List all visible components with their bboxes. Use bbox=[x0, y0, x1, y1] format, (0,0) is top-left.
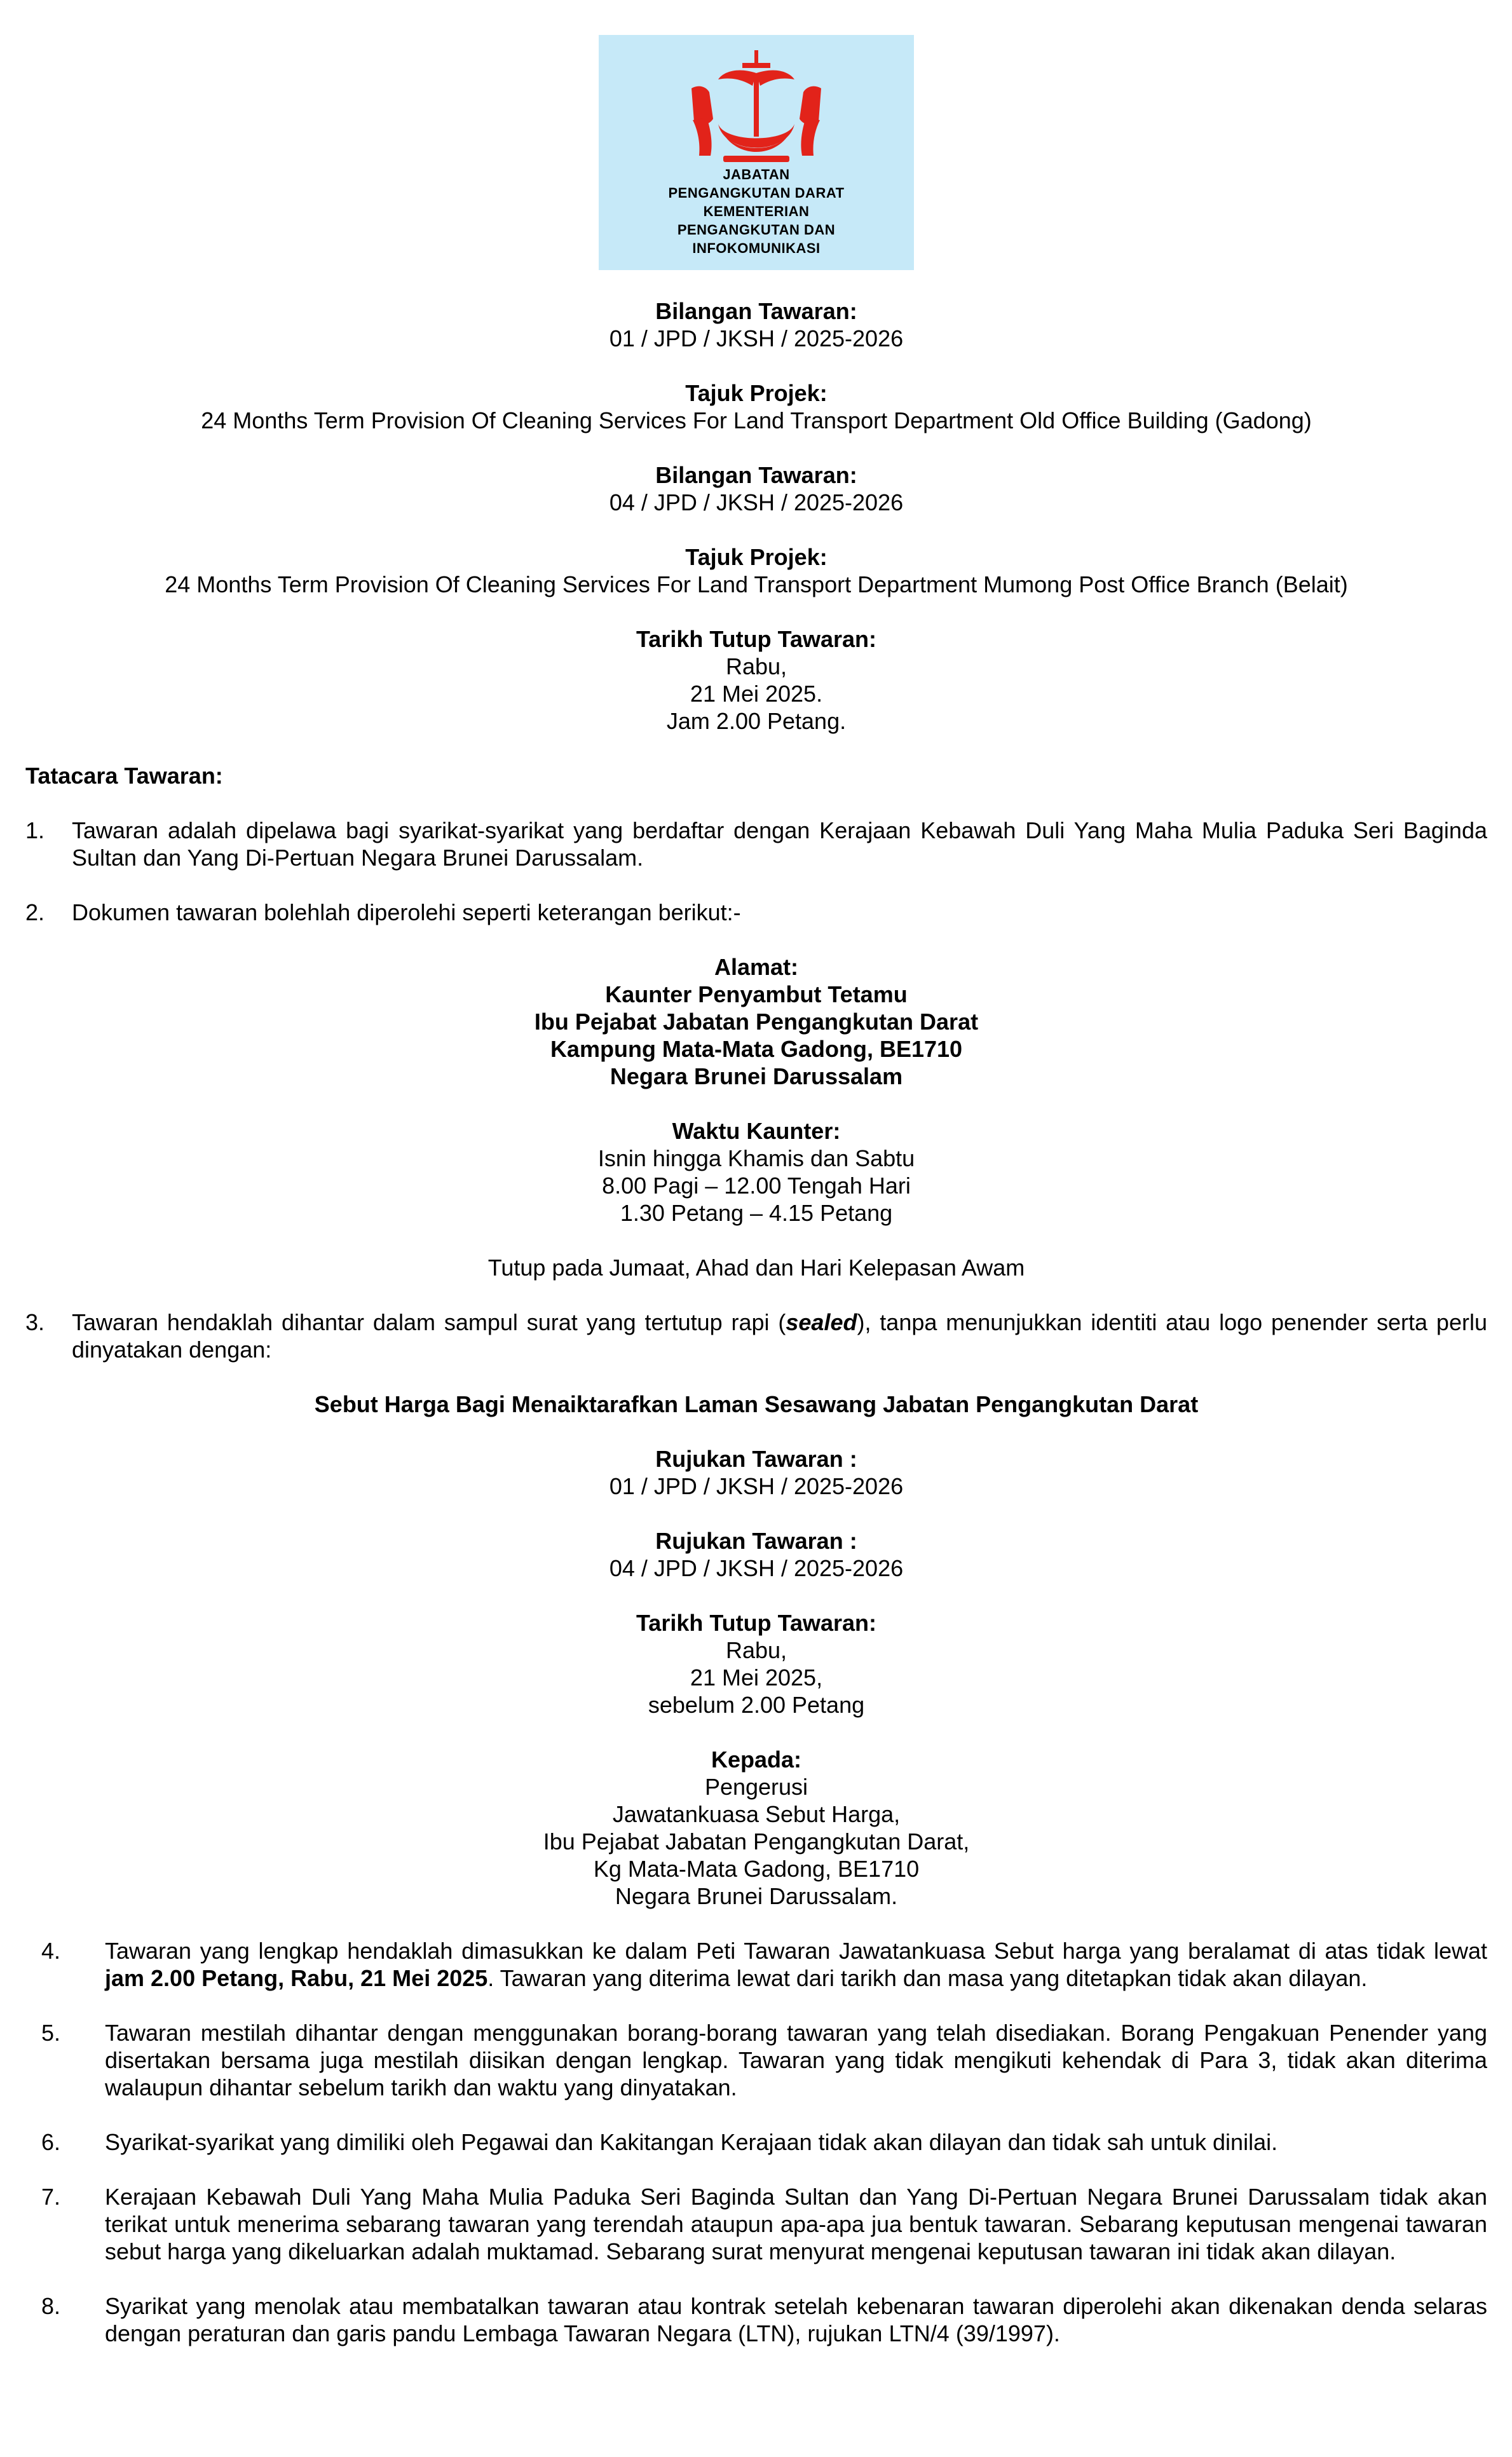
counter-hours-line: 8.00 Pagi – 12.00 Tengah Hari bbox=[602, 1173, 911, 1199]
list-item bbox=[25, 2183, 1487, 2265]
item-number: 4. bbox=[41, 1938, 61, 1964]
brunei-crest-icon bbox=[674, 48, 839, 168]
reference-number: 01 / JPD / JKSH / 2025-2026 bbox=[609, 1473, 904, 1499]
project-title: 24 Months Term Provision Of Cleaning Services For Land Transport Department Old Office Building (Gadong) bbox=[201, 407, 1312, 433]
item-text: Tawaran mestilah dihantar dengan menggunakan borang-borang tawaran yang telah disediakan. Borang Pengakuan Penender yang disertakan bersama juga mestilah diisikan dengan lengkap. Tawaran yang tidak mengikuti kehendak di Para 3, tidak akan diterima walaupun dihantar sebelum tarikh dan waktu yang dinyatakan. bbox=[105, 2020, 1487, 2100]
item-number: 1. bbox=[25, 817, 45, 843]
recipient-line: Kg Mata-Mata Gadong, BE1710 bbox=[593, 1856, 920, 1882]
item-text-part: Tawaran yang lengkap hendaklah dimasukkan ke dalam Peti Tawaran Jawatankuasa Sebut harga yang beralamat di atas tidak lewat bbox=[105, 1938, 1487, 1964]
tender-number-label: Bilangan Tawaran: bbox=[655, 462, 857, 488]
logo-line: KEMENTERIAN bbox=[703, 203, 810, 219]
logo-line: PENGANGKUTAN DAN bbox=[677, 222, 836, 238]
item-number: 8. bbox=[41, 2293, 61, 2319]
closing-time: sebelum 2.00 Petang bbox=[648, 1692, 865, 1718]
item-text-part: . Tawaran yang diterima lewat dari tarikh dan masa yang ditetapkan tidak akan dilayan. bbox=[487, 1965, 1368, 1991]
item-text-part: Tawaran hendaklah dihantar dalam sampul surat yang tertutup rapi ( bbox=[72, 1309, 786, 1335]
procedure-heading: Tatacara Tawaran: bbox=[25, 763, 223, 789]
envelope-block bbox=[25, 1391, 1487, 1910]
item-text: Syarikat yang menolak atau membatalkan tawaran atau kontrak setelah kebenaran tawaran diperolehi akan dikenakan denda selaras dengan peraturan dan garis pandu Lembaga Tawaran Negara (LTN), rujukan LTN/4 (39/1997). bbox=[105, 2293, 1487, 2346]
quotation-title: Sebut Harga Bagi Menaiktarafkan Laman Sesawang Jabatan Pengangkutan Darat bbox=[314, 1391, 1199, 1417]
item-number: 3. bbox=[25, 1309, 45, 1335]
address-line: Kaunter Penyambut Tetamu bbox=[605, 981, 908, 1007]
tender-number: 01 / JPD / JKSH / 2025-2026 bbox=[609, 325, 904, 351]
item-number: 6. bbox=[41, 2129, 61, 2155]
address-line: Negara Brunei Darussalam bbox=[610, 1063, 903, 1089]
reference-label: Rujukan Tawaran : bbox=[655, 1446, 857, 1472]
document-page bbox=[25, 35, 1487, 2347]
list-item bbox=[25, 2019, 1487, 2101]
closing-day: Rabu, bbox=[725, 653, 787, 679]
item-text: Syarikat-syarikat yang dimiliki oleh Pegawai dan Kakitangan Kerajaan tidak akan dilayan dan tidak sah untuk dinilai. bbox=[105, 2129, 1278, 2155]
project-title-label: Tajuk Projek: bbox=[685, 380, 828, 406]
list-item bbox=[25, 1937, 1487, 1992]
list-item bbox=[25, 2128, 1487, 2156]
tender-header bbox=[25, 297, 1487, 735]
logo-line: INFOKOMUNIKASI bbox=[692, 240, 821, 256]
item-text bbox=[105, 1937, 1487, 1992]
recipient-line: Ibu Pejabat Jabatan Pengangkutan Darat, bbox=[543, 1828, 970, 1855]
item-number: 7. bbox=[41, 2184, 61, 2210]
item-number: 5. bbox=[41, 2020, 61, 2046]
item-text: Kerajaan Kebawah Duli Yang Maha Mulia Paduka Seri Baginda Sultan dan Yang Di-Pertuan Negara Brunei Darussalam tidak akan terikat untuk menerima sebarang tawaran yang terendah ataupun apa-apa jua bentuk tawaran. Sebarang keputusan mengenai tawaran sebut harga yang dikeluarkan adalah muktamad. Sebarang surat menyurat mengenai keputusan tawaran ini tidak akan dilayan. bbox=[105, 2184, 1487, 2264]
recipient-line: Jawatankuasa Sebut Harga, bbox=[612, 1801, 901, 1827]
tender-number: 04 / JPD / JKSH / 2025-2026 bbox=[609, 489, 904, 515]
list-item bbox=[25, 817, 1487, 871]
counter-hours-line: 1.30 Petang – 4.15 Petang bbox=[620, 1200, 893, 1226]
closing-date-label: Tarikh Tutup Tawaran: bbox=[636, 1610, 877, 1636]
counter-hours-line: Isnin hingga Khamis dan Sabtu bbox=[597, 1145, 915, 1171]
reference-number: 04 / JPD / JKSH / 2025-2026 bbox=[609, 1555, 904, 1581]
item-text-emphasis: sealed bbox=[786, 1309, 857, 1335]
item-text: Dokumen tawaran bolehlah diperolehi seperti keterangan berikut:- bbox=[72, 899, 741, 925]
logo-text bbox=[599, 165, 914, 257]
list-item bbox=[25, 1309, 1487, 1363]
tender-number-label: Bilangan Tawaran: bbox=[655, 298, 857, 324]
item-text: Tawaran adalah dipelawa bagi syarikat-syarikat yang berdaftar dengan Kerajaan Kebawah Duli Yang Maha Mulia Paduka Seri Baginda Sultan dan Yang Di-Pertuan Negara Brunei Darussalam. bbox=[72, 817, 1487, 871]
logo-line: JABATAN bbox=[723, 167, 790, 182]
item-text-part: ), tanpa menunjukkan identiti atau logo penender serta perlu dinyatakan dengan: bbox=[72, 1309, 1487, 1363]
project-title-label: Tajuk Projek: bbox=[685, 544, 828, 570]
address-block bbox=[25, 953, 1487, 1281]
closing-date-label: Tarikh Tutup Tawaran: bbox=[636, 626, 877, 652]
project-title: 24 Months Term Provision Of Cleaning Services For Land Transport Department Mumong Post Office Branch (Belait) bbox=[165, 571, 1348, 597]
recipient-line: Pengerusi bbox=[704, 1774, 808, 1800]
closing-day: Rabu, bbox=[725, 1637, 787, 1663]
item-number: 2. bbox=[25, 899, 45, 925]
address-line: Kampung Mata-Mata Gadong, BE1710 bbox=[550, 1036, 963, 1062]
address-line: Ibu Pejabat Jabatan Pengangkutan Darat bbox=[534, 1009, 979, 1035]
list-item bbox=[25, 2292, 1487, 2347]
closing-date: 21 Mei 2025, bbox=[690, 1664, 823, 1691]
closing-date: 21 Mei 2025. bbox=[690, 681, 823, 707]
reference-label: Rujukan Tawaran : bbox=[655, 1528, 857, 1554]
counter-hours-label: Waktu Kaunter: bbox=[672, 1118, 841, 1144]
closing-time: Jam 2.00 Petang. bbox=[666, 708, 847, 734]
list-item bbox=[25, 899, 1487, 926]
department-logo bbox=[599, 35, 914, 270]
recipient-line: Negara Brunei Darussalam. bbox=[615, 1883, 898, 1909]
address-label: Alamat: bbox=[714, 954, 799, 980]
closed-days: Tutup pada Jumaat, Ahad dan Hari Kelepasan Awam bbox=[487, 1255, 1025, 1281]
item-text bbox=[72, 1309, 1487, 1363]
logo-line: PENGANGKUTAN DARAT bbox=[668, 185, 845, 201]
recipient-label: Kepada: bbox=[711, 1746, 802, 1773]
item-text-emphasis: jam 2.00 Petang, Rabu, 21 Mei 2025 bbox=[105, 1965, 488, 1991]
